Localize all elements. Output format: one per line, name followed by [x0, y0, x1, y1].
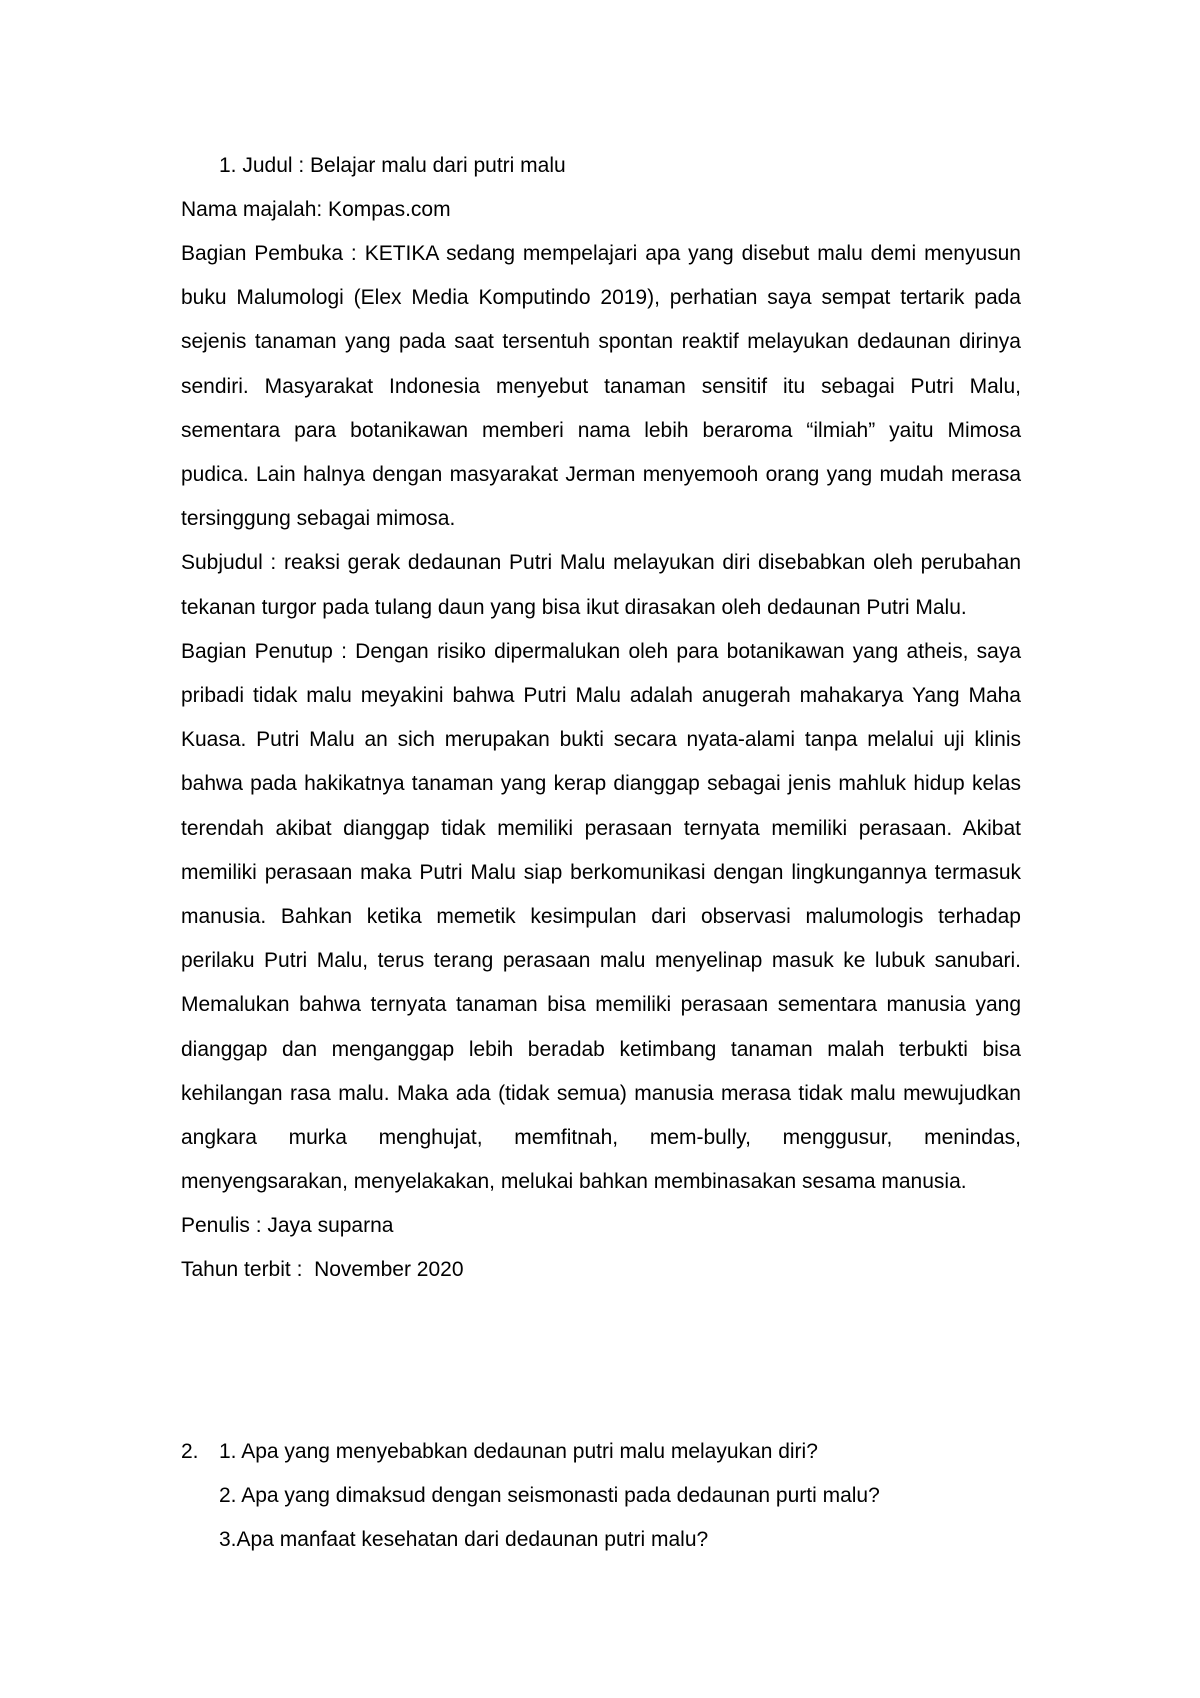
question-text: 1. Apa yang menyebabkan dedaunan putri malu melayukan diri?: [219, 1440, 818, 1463]
question-row: [181, 1430, 1021, 1474]
question-row: [181, 1518, 1021, 1562]
question-text: 2. Apa yang dimaksud dengan seismonasti pada dedaunan purti malu?: [219, 1484, 880, 1507]
question-row: [181, 1474, 1021, 1518]
closing-label: Bagian Penutup :: [181, 639, 347, 663]
closing-paragraph: [181, 630, 1021, 1205]
subtitle-paragraph: [181, 541, 1021, 629]
year-line: Tahun terbit : November 2020: [181, 1258, 464, 1282]
closing-text: Dengan risiko dipermalukan oleh para botanikawan yang atheis, saya pribadi tidak malu meyakini bahwa Putri Malu adalah anugerah mahakarya Yang Maha Kuasa. Putri Malu an sich merupakan bukti secara nyata-alami tanpa melalui uji klinis bahwa pada hakikatnya tanaman yang kerap dianggap sebagai jenis mahluk hidup kelas terendah akibat dianggap tidak memiliki perasaan ternyata memiliki perasaan. Akibat memiliki perasaan maka Putri Malu siap berkomunikasi dengan lingkungannya termasuk manusia. Bahkan ketika memetik kesimpulan dari observasi malumologis terhadap perilaku Putri Malu, terus terang perasaan malu menyelinap masuk ke lubuk sanubari. Memalukan bahwa ternyata tanaman bisa memiliki perasaan sementara manusia yang dianggap dan menganggap lebih beradab ketimbang tanaman malah terbukti bisa kehilangan rasa malu. Maka ada (tidak semua) manusia merasa tidak malu mewujudkan angkara murka menghujat, memfitnah, mem-bully, menggusur, menindas, menyengsarakan, menyelakakan, melukai bahkan membinasakan sesama manusia.: [181, 639, 1022, 1194]
question-text: 3.Apa manfaat kesehatan dari dedaunan putri malu?: [219, 1528, 709, 1551]
subtitle-label: Subjudul :: [181, 551, 277, 575]
questions-section: [181, 1430, 1021, 1562]
opening-label: Bagian Pembuka :: [181, 242, 357, 265]
opening-text: KETIKA sedang mempelajari apa yang disebut malu demi menyusun buku Malumologi (Elex Media Komputindo 2019), perhatian saya sempat tertarik pada sejenis tanaman yang pada saat tersentuh spontan reaktif melayukan dedaunan dirinya sendiri. Masyarakat Indonesia menyebut tanaman sensitif itu sebagai Putri Malu, sementara para botanikawan memberi nama lebih beraroma “ilmiah” yaitu Mimosa pudica. Lain halnya dengan masyarakat Jerman menyemooh orang yang mudah merasa tersinggung sebagai mimosa.: [181, 242, 1021, 531]
section-number: 2.: [181, 1440, 199, 1463]
title-line: 1. Judul : Belajar malu dari putri malu: [219, 154, 566, 177]
magazine-line: Nama majalah: Kompas.com: [181, 198, 451, 221]
author-line: Penulis : Jaya suparna: [181, 1214, 394, 1238]
opening-paragraph: [181, 232, 1021, 541]
subtitle-text: reaksi gerak dedaunan Putri Malu melayukan diri disebabkan oleh perubahan tekanan turgor pada tulang daun yang bisa ikut dirasakan oleh dedaunan Putri Malu.: [181, 551, 1021, 619]
article-summary: [181, 144, 1021, 1292]
